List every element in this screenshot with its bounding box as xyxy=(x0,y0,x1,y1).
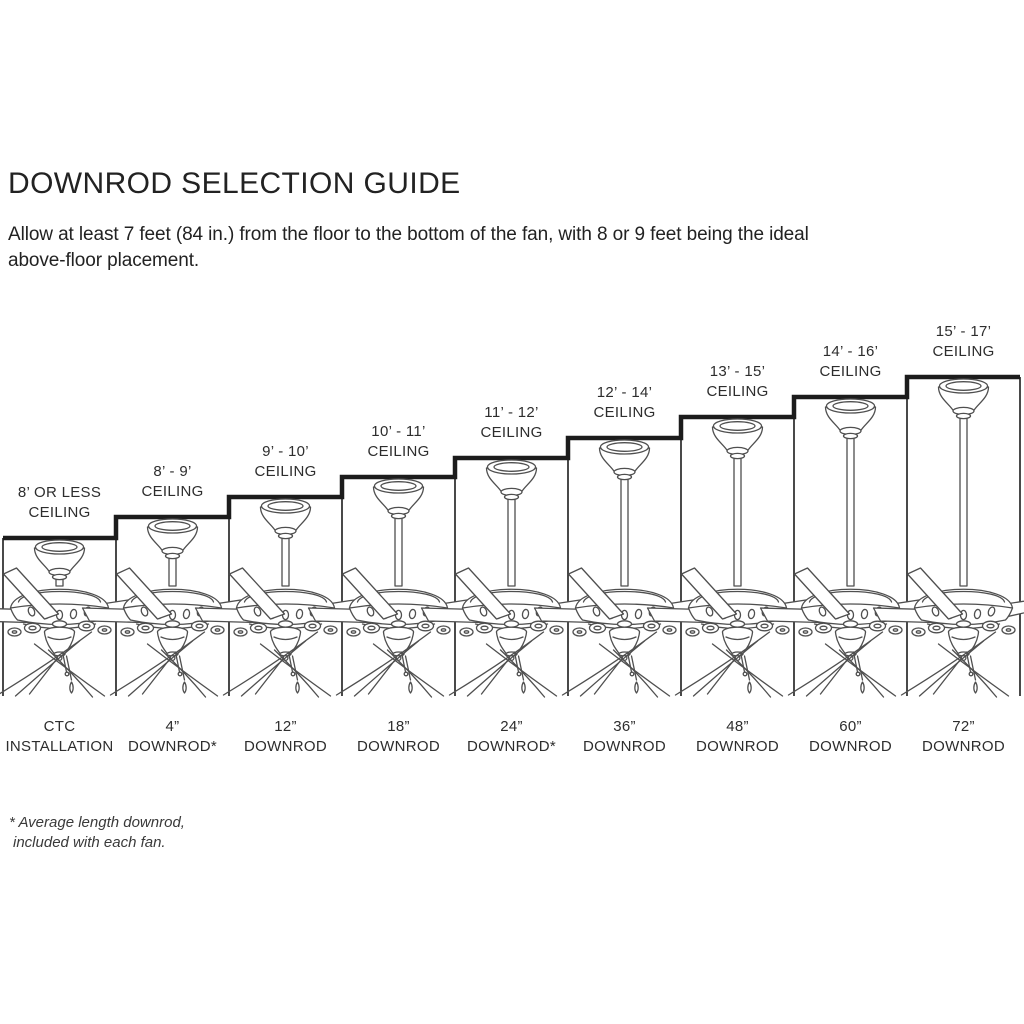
fan-illustration-6 xyxy=(535,440,716,697)
fan-illustration-4 xyxy=(309,479,490,697)
downrod-length-line1: 4” xyxy=(165,718,180,735)
downrod-length-line1: 24” xyxy=(500,718,523,735)
footnote xyxy=(9,813,185,853)
ceiling-range-line2: CEILING xyxy=(254,463,317,480)
ceiling-range-line2: CEILING xyxy=(932,343,995,360)
ceiling-range-line1: 8’ OR LESS xyxy=(17,484,102,501)
ceiling-range-line2: CEILING xyxy=(706,383,769,400)
ceiling-range-line1: 15’ - 17’ xyxy=(935,323,992,340)
downrod-length-line1: 48” xyxy=(726,718,749,735)
ceiling-range-label-9 xyxy=(889,322,1024,362)
intro-line-1: Allow at least 7 feet (84 in.) from the floor to the bottom of the fan, with 8 or 9 feet being the ideal xyxy=(8,224,809,245)
ceiling-range-line1: 8’ - 9’ xyxy=(153,463,192,480)
downrod-length-line2: DOWNROD xyxy=(357,738,440,755)
downrod-length-line2: DOWNROD xyxy=(244,738,327,755)
fan-illustration-7 xyxy=(648,419,829,697)
page-title: DOWNROD SELECTION GUIDE xyxy=(8,167,461,200)
downrod-length-line2: DOWNROD xyxy=(922,738,1005,755)
downrod-length-line2: DOWNROD xyxy=(809,738,892,755)
ceiling-range-line2: CEILING xyxy=(28,504,91,521)
ceiling-range-line1: 9’ - 10’ xyxy=(262,443,309,460)
downrod-length-line1: CTC xyxy=(43,718,76,735)
downrod-length-line1: 60” xyxy=(839,718,862,735)
downrod-length-line1: 72” xyxy=(952,718,975,735)
ceiling-range-line1: 13’ - 15’ xyxy=(709,363,766,380)
fan-illustration-3 xyxy=(196,499,377,697)
downrod-length-line2: INSTALLATION xyxy=(5,738,114,755)
downrod-length-line1: 36” xyxy=(613,718,636,735)
downrod-length-line2: DOWNROD xyxy=(696,738,779,755)
ceiling-range-line2: CEILING xyxy=(480,424,543,441)
ceiling-range-line2: CEILING xyxy=(593,404,656,421)
intro-line-2: above-floor placement. xyxy=(8,250,200,271)
footnote-line-1: * Average length downrod, xyxy=(9,814,185,831)
ceiling-range-line1: 12’ - 14’ xyxy=(596,384,653,401)
ceiling-range-line1: 11’ - 12’ xyxy=(484,404,539,421)
ceiling-range-line2: CEILING xyxy=(367,443,430,460)
downrod-length-line1: 18” xyxy=(387,718,410,735)
downrod-length-line2: DOWNROD* xyxy=(466,738,557,755)
fan-illustration-9 xyxy=(874,379,1024,697)
downrod-length-line2: DOWNROD xyxy=(583,738,666,755)
ceiling-range-line1: 10’ - 11’ xyxy=(371,423,426,440)
ceiling-range-line2: CEILING xyxy=(819,363,882,380)
fan-illustration-8 xyxy=(761,399,942,697)
ceiling-range-line2: CEILING xyxy=(141,483,204,500)
downrod-length-line2: DOWNROD* xyxy=(127,738,218,755)
downrod-length-line1: 12” xyxy=(274,718,297,735)
ceiling-range-line1: 14’ - 16’ xyxy=(822,343,879,360)
downrod-length-label-9 xyxy=(889,717,1024,757)
footnote-line-2: included with each fan. xyxy=(13,834,166,851)
